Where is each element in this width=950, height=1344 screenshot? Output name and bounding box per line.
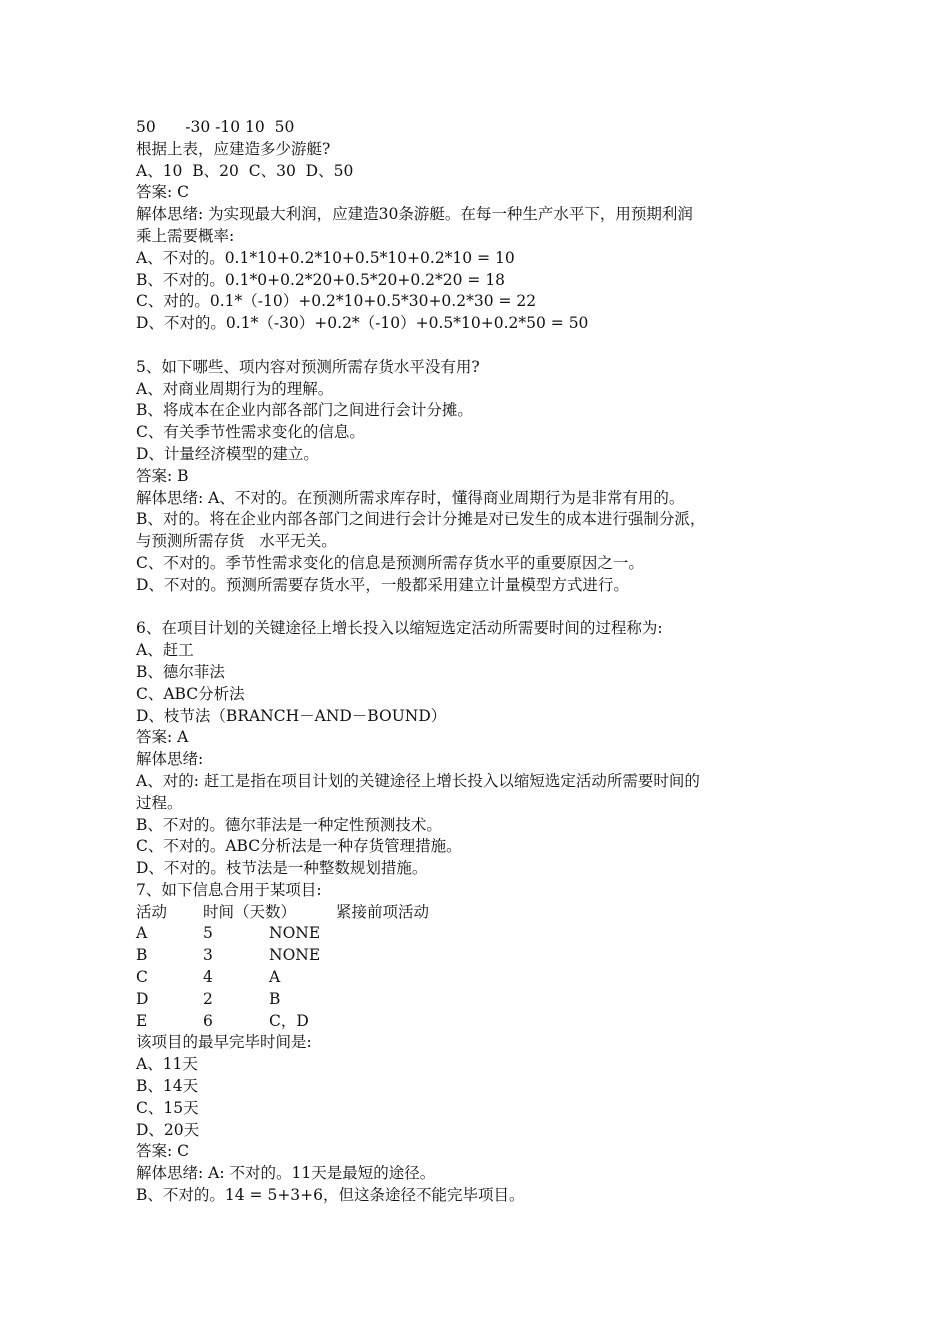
option-d: D、计量经济模型的建立。 xyxy=(136,444,319,463)
table-cell: NONE xyxy=(269,924,321,943)
table-row xyxy=(136,967,856,989)
option-d: D、枝节法（BRANCH－AND－BOUND） xyxy=(136,706,447,725)
question-text: 该项目的最早完毕时间是: xyxy=(136,1033,312,1052)
explanation-line: D、不对的。枝节法是一种整数规划措施。 xyxy=(136,859,428,878)
explanation-line: 与预测所需存货 水平无关。 xyxy=(136,532,337,551)
table-row xyxy=(136,945,856,967)
answer-line: 答案: C xyxy=(136,183,190,202)
answer-line: 答案: A xyxy=(136,728,189,747)
answer-line: 答案: C xyxy=(136,1142,190,1161)
option-c: C、ABC分析法 xyxy=(136,684,245,703)
table-cell: B xyxy=(269,989,281,1008)
table-cell: A xyxy=(136,924,148,943)
table-row-50: 50 -30 -10 10 50 xyxy=(136,118,295,136)
table-cell: 6 xyxy=(203,1011,213,1030)
option-d: D、20天 xyxy=(136,1120,200,1139)
table-cell: B xyxy=(136,946,148,965)
activity-table-header xyxy=(136,902,856,924)
table-cell: 5 xyxy=(203,924,213,943)
table-cell: NONE xyxy=(269,946,321,965)
option-a: A、对商业周期行为的理解。 xyxy=(136,379,334,398)
question-text: 根据上表，应建造多少游艇? xyxy=(136,139,331,158)
explanation-line: B、对的。将在企业内部各部门之间进行会计分摊是对已发生的成本进行强制分派， xyxy=(136,510,706,529)
question-6: 6、在项目计划的关键途径上增长投入以缩短选定活动所需要时间的过程称为: xyxy=(136,619,663,638)
table-row xyxy=(136,923,856,945)
explanation-line: 乘上需要概率: xyxy=(136,226,235,245)
table-cell: A xyxy=(269,968,281,987)
explanation-line: 解体思绪: A: 不对的。11天是最短的途径。 xyxy=(136,1164,436,1183)
explanation-line: 解体思绪: A、不对的。在预测所需求库存时，懂得商业周期行为是非常有用的。 xyxy=(136,488,685,507)
option-b: B、14天 xyxy=(136,1077,199,1096)
option-b: B、将成本在企业内部各部门之间进行会计分摊。 xyxy=(136,401,473,420)
option-a: A、11天 xyxy=(136,1055,198,1074)
table-cell: D xyxy=(136,989,149,1008)
explanation-line: C、对的。0.1*（-10）+0.2*10+0.5*30+0.2*30 = 22 xyxy=(136,292,537,311)
explanation-line: C、不对的。ABC分析法是一种存货管理措施。 xyxy=(136,837,462,856)
explanation-line: B、不对的。德尔菲法是一种定性预测技术。 xyxy=(136,815,442,834)
table-cell: 4 xyxy=(203,968,213,987)
explanation-line: B、不对的。0.1*0+0.2*20+0.5*20+0.2*20 = 18 xyxy=(136,270,506,289)
table-header-cell: 紧接前项活动 xyxy=(336,902,430,921)
question-5: 5、如下哪些、项内容对预测所需存货水平没有用? xyxy=(136,357,480,376)
explanation-line: D、不对的。0.1*（-30）+0.2*（-10）+0.5*10+0.2*50 = 50 xyxy=(136,314,589,333)
explanation-line: 解体思绪: xyxy=(136,750,204,769)
table-row xyxy=(136,1011,856,1033)
question-7: 7、如下信息合用于某项目: xyxy=(136,880,322,899)
option-c: C、15天 xyxy=(136,1098,199,1117)
table-cell: C xyxy=(136,968,148,987)
explanation-line: D、不对的。预测所需要存货水平，一般都采用建立计量模型方式进行。 xyxy=(136,575,629,594)
option-b: B、德尔菲法 xyxy=(136,662,225,681)
blank-line xyxy=(136,335,856,357)
explanation-line: C、不对的。季节性需求变化的信息是预测所需存货水平的重要原因之一。 xyxy=(136,553,644,572)
table-header-cell: 活动 xyxy=(136,902,168,921)
table-header-cell: 时间（天数） xyxy=(203,902,297,921)
explanation-line: 解体思绪: 为实现最大利润，应建造30条游艇。在每一种生产水平下，用预期利润 xyxy=(136,205,693,224)
explanation-line: B、不对的。14 = 5+3+6，但这条途径不能完毕项目。 xyxy=(136,1186,525,1205)
explanation-line: A、不对的。0.1*10+0.2*10+0.5*10+0.2*10 = 10 xyxy=(136,248,515,267)
table-row xyxy=(136,989,856,1011)
table-cell: 3 xyxy=(203,946,213,965)
table-cell: E xyxy=(136,1011,148,1030)
option-c: C、有关季节性需求变化的信息。 xyxy=(136,423,365,442)
document-page xyxy=(136,117,856,1207)
explanation-line: 过程。 xyxy=(136,793,183,812)
blank-line xyxy=(136,597,856,619)
explanation-line: A、对的: 赶工是指在项目计划的关键途径上增长投入以缩短选定活动所需要时间的 xyxy=(136,771,700,790)
options-line: A、10 B、20 C、30 D、50 xyxy=(136,161,354,180)
answer-line: 答案: B xyxy=(136,466,189,485)
option-a: A、赶工 xyxy=(136,641,194,660)
table-cell: 2 xyxy=(203,989,213,1008)
table-cell: C，D xyxy=(269,1011,309,1030)
